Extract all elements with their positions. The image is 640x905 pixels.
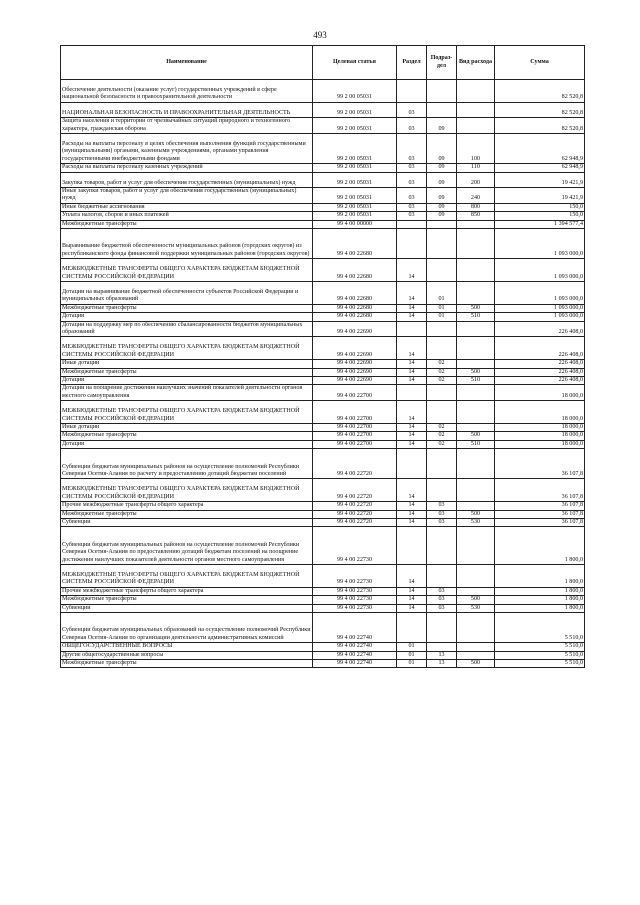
row-name: Межбюджетные трансферты (61, 596, 313, 604)
row-subsection: 03 (427, 510, 457, 518)
row-name: Прочие межбюджетные трансферты общего характера (61, 502, 313, 510)
row-expense-type: 500 (457, 432, 495, 440)
row-name: МЕЖБЮДЖЕТНЫЕ ТРАНСФЕРТЫ ОБЩЕГО ХАРАКТЕРА БЮДЖЕТАМ БЮДЖЕТНОЙ СИСТЕМЫ РОССИЙСКОЙ ФЕДЕРАЦИИ (61, 337, 313, 360)
row-article: 99 4 00 22680 (313, 282, 397, 305)
row-expense-type (457, 527, 495, 565)
table-body (61, 80, 585, 668)
row-subsection (427, 401, 457, 424)
row-section: 14 (397, 565, 427, 588)
row-expense-type (457, 321, 495, 337)
header-article: Целевая статья (313, 46, 397, 80)
row-article: 99 4 00 22690 (313, 368, 397, 376)
table-row (61, 502, 585, 510)
row-expense-type: 530 (457, 604, 495, 612)
row-section: 14 (397, 401, 427, 424)
row-section: 01 (397, 651, 427, 659)
row-expense-type: 510 (457, 377, 495, 385)
row-subsection: 02 (427, 377, 457, 385)
row-subsection (427, 449, 457, 479)
row-expense-type (457, 80, 495, 103)
row-name: Субвенции (61, 519, 313, 527)
row-expense-type: 500 (457, 368, 495, 376)
row-article: 99 4 00 22690 (313, 321, 397, 337)
row-article: 99 2 00 05031 (313, 172, 397, 187)
header-subsection: Подраз-дел (427, 46, 457, 80)
row-section (397, 527, 427, 565)
table-row (61, 203, 585, 211)
row-expense-type (457, 651, 495, 659)
row-section: 03 (397, 102, 427, 117)
row-article: 99 2 00 05031 (313, 80, 397, 103)
row-expense-type (457, 587, 495, 595)
row-subsection: 02 (427, 368, 457, 376)
table-row (61, 565, 585, 588)
row-expense-type: 500 (457, 510, 495, 518)
row-name: Межбюджетные трансферты (61, 510, 313, 518)
row-expense-type (457, 643, 495, 651)
table-row (61, 440, 585, 448)
row-amount: 5 510,0 (495, 643, 585, 651)
row-expense-type: 850 (457, 212, 495, 220)
row-amount: 1 800,0 (495, 604, 585, 612)
row-article: 99 4 00 22690 (313, 377, 397, 385)
row-subsection (427, 613, 457, 643)
row-section: 03 (397, 187, 427, 203)
row-amount: 18 000,0 (495, 385, 585, 401)
row-subsection: 01 (427, 282, 457, 305)
row-subsection: 03 (427, 502, 457, 510)
table-row (61, 134, 585, 164)
row-article: 99 2 00 05031 (313, 164, 397, 172)
row-amount: 1 800,0 (495, 587, 585, 595)
row-amount: 226 408,0 (495, 368, 585, 376)
row-amount: 150,0 (495, 203, 585, 211)
table-row (61, 313, 585, 321)
row-subsection: 09 (427, 187, 457, 203)
row-subsection: 03 (427, 596, 457, 604)
row-expense-type (457, 102, 495, 117)
row-section: 01 (397, 660, 427, 668)
row-name: НАЦИОНАЛЬНАЯ БЕЗОПАСНОСТЬ И ПРАВООХРАНИТЕЛЬНАЯ ДЕЯТЕЛЬНОСТЬ (61, 102, 313, 117)
budget-table (60, 45, 585, 668)
row-expense-type (457, 424, 495, 432)
row-name: Другие общегосударственные вопросы (61, 651, 313, 659)
row-expense-type (457, 502, 495, 510)
row-article: 99 4 00 22740 (313, 651, 397, 659)
row-expense-type (457, 565, 495, 588)
row-subsection: 09 (427, 134, 457, 164)
row-name: Субвенции бюджетам муниципальных районов на осуществление полномочий Республики Северная Осетия-Алания по расчету и предоставлению дотаций бюджетам поселений (61, 449, 313, 479)
row-expense-type (457, 360, 495, 368)
row-expense-type (457, 282, 495, 305)
row-section: 14 (397, 282, 427, 305)
row-subsection (427, 102, 457, 117)
row-amount: 19 421,9 (495, 187, 585, 203)
row-section: 14 (397, 510, 427, 518)
row-section (397, 385, 427, 401)
row-name: Дотации на поддержку мер по обеспечению сбалансированности бюджетов муниципальных образований (61, 321, 313, 337)
row-subsection: 02 (427, 432, 457, 440)
row-section: 14 (397, 604, 427, 612)
row-name: Межбюджетные трансферты (61, 432, 313, 440)
row-subsection: 09 (427, 164, 457, 172)
row-article: 99 4 00 22720 (313, 502, 397, 510)
row-name: ОБЩЕГОСУДАРСТВЕННЫЕ ВОПРОСЫ (61, 643, 313, 651)
row-expense-type: 530 (457, 519, 495, 527)
row-name: Защита населения и территории от чрезвычайных ситуаций природного и техногенного характера, гражданская оборона (61, 118, 313, 134)
table-row (61, 643, 585, 651)
row-subsection: 03 (427, 587, 457, 595)
row-amount: 62 948,9 (495, 164, 585, 172)
row-article: 99 4 00 22720 (313, 510, 397, 518)
row-amount: 1 093 000,0 (495, 259, 585, 282)
table-row (61, 172, 585, 187)
row-subsection (427, 385, 457, 401)
row-expense-type (457, 385, 495, 401)
row-amount: 150,0 (495, 212, 585, 220)
row-section (397, 80, 427, 103)
row-article: 99 4 00 22730 (313, 604, 397, 612)
row-section: 14 (397, 479, 427, 502)
row-expense-type (457, 337, 495, 360)
row-article: 99 4 00 22730 (313, 587, 397, 595)
row-subsection: 03 (427, 519, 457, 527)
table-row (61, 212, 585, 220)
row-subsection: 02 (427, 360, 457, 368)
row-name: МЕЖБЮДЖЕТНЫЕ ТРАНСФЕРТЫ ОБЩЕГО ХАРАКТЕРА БЮДЖЕТАМ БЮДЖЕТНОЙ СИСТЕМЫ РОССИЙСКОЙ ФЕДЕРАЦИИ (61, 401, 313, 424)
row-expense-type: 240 (457, 187, 495, 203)
row-name: Расходы на выплаты персоналу в целях обеспечения выполнения функций государственными (муниципальными) органами, казенными учреждениями, органами управления государственными внебюджетными фондами (61, 134, 313, 164)
row-amount: 1 093 000,0 (495, 304, 585, 312)
row-amount: 1 800,0 (495, 596, 585, 604)
row-name: Дотации на поощрение достижения наилучших значений показателей деятельности органов местного самоуправления (61, 385, 313, 401)
table-row (61, 401, 585, 424)
table-row (61, 187, 585, 203)
row-amount: 5 510,0 (495, 660, 585, 668)
row-article: 99 4 00 22700 (313, 424, 397, 432)
header-expense-type: Вид расхода (457, 46, 495, 80)
row-article: 99 2 00 05031 (313, 102, 397, 117)
table-row (61, 368, 585, 376)
row-expense-type (457, 479, 495, 502)
row-amount: 82 520,8 (495, 118, 585, 134)
row-article: 99 4 00 22730 (313, 565, 397, 588)
row-amount: 18 000,0 (495, 424, 585, 432)
row-subsection (427, 259, 457, 282)
row-article: 99 4 00 22700 (313, 401, 397, 424)
row-expense-type (457, 449, 495, 479)
table-row (61, 613, 585, 643)
row-name: Обеспечение деятельности (оказание услуг) государственных учреждений в сфере национальной безопасности и правоохранительной деятельности (61, 80, 313, 103)
row-amount: 5 510,0 (495, 613, 585, 643)
row-expense-type: 800 (457, 203, 495, 211)
row-section: 14 (397, 502, 427, 510)
row-name: Прочие межбюджетные трансферты общего характера (61, 587, 313, 595)
row-amount: 1 093 000,0 (495, 313, 585, 321)
table-row (61, 321, 585, 337)
header-section: Раздел (397, 46, 427, 80)
row-amount: 226 408,0 (495, 360, 585, 368)
row-section: 14 (397, 440, 427, 448)
row-name: Дотации на выравнивание бюджетной обеспеченности субъектов Российской Федерации и муниципальных образований (61, 282, 313, 305)
row-article: 99 4 00 22700 (313, 385, 397, 401)
table-row (61, 80, 585, 103)
row-section: 03 (397, 164, 427, 172)
row-name: МЕЖБЮДЖЕТНЫЕ ТРАНСФЕРТЫ ОБЩЕГО ХАРАКТЕРА БЮДЖЕТАМ БЮДЖЕТНОЙ СИСТЕМЫ РОССИЙСКОЙ ФЕДЕРАЦИИ (61, 259, 313, 282)
row-expense-type (457, 118, 495, 134)
row-section: 03 (397, 172, 427, 187)
row-article: 99 4 00 00000 (313, 220, 397, 228)
row-article: 99 4 00 22690 (313, 360, 397, 368)
row-section: 14 (397, 587, 427, 595)
row-section: 14 (397, 596, 427, 604)
row-expense-type (457, 259, 495, 282)
row-article: 99 2 00 05031 (313, 203, 397, 211)
row-article: 99 4 00 22740 (313, 643, 397, 651)
row-amount: 226 408,0 (495, 377, 585, 385)
row-article: 99 4 00 22730 (313, 596, 397, 604)
row-article: 99 4 00 22700 (313, 432, 397, 440)
table-row (61, 651, 585, 659)
row-expense-type (457, 613, 495, 643)
row-article: 99 4 00 22680 (313, 229, 397, 259)
row-subsection: 09 (427, 118, 457, 134)
row-article: 99 4 00 22700 (313, 440, 397, 448)
row-expense-type: 500 (457, 660, 495, 668)
row-expense-type: 510 (457, 313, 495, 321)
table-row (61, 164, 585, 172)
row-article: 99 4 00 22680 (313, 259, 397, 282)
row-subsection (427, 80, 457, 103)
row-section: 03 (397, 203, 427, 211)
row-article: 99 2 00 05031 (313, 118, 397, 134)
row-expense-type: 500 (457, 304, 495, 312)
row-section: 14 (397, 368, 427, 376)
row-expense-type: 110 (457, 164, 495, 172)
table-row (61, 385, 585, 401)
row-article: 99 4 00 22720 (313, 449, 397, 479)
row-expense-type: 200 (457, 172, 495, 187)
row-amount: 1 800,0 (495, 527, 585, 565)
row-amount: 36 107,8 (495, 502, 585, 510)
row-article: 99 4 00 22720 (313, 479, 397, 502)
table-header-row (61, 46, 585, 80)
row-expense-type: 100 (457, 134, 495, 164)
table-row (61, 587, 585, 595)
row-expense-type: 500 (457, 596, 495, 604)
row-amount: 1 394 577,4 (495, 220, 585, 228)
row-article: 99 4 00 22740 (313, 660, 397, 668)
row-name: Иные дотации (61, 360, 313, 368)
header-name: Наименование (61, 46, 313, 80)
row-subsection: 09 (427, 172, 457, 187)
row-amount: 1 093 000,0 (495, 229, 585, 259)
row-subsection (427, 643, 457, 651)
table-row (61, 259, 585, 282)
row-amount: 226 408,0 (495, 337, 585, 360)
row-amount: 18 000,0 (495, 401, 585, 424)
row-amount: 36 107,8 (495, 510, 585, 518)
row-name: Закупка товаров, работ и услуг для обеспечения государственных (муниципальных) нужд (61, 172, 313, 187)
row-subsection (427, 220, 457, 228)
table-row (61, 229, 585, 259)
row-article: 99 4 00 22730 (313, 527, 397, 565)
row-amount: 18 000,0 (495, 432, 585, 440)
row-article: 99 4 00 22680 (313, 304, 397, 312)
row-section: 14 (397, 259, 427, 282)
row-subsection (427, 479, 457, 502)
row-subsection (427, 321, 457, 337)
row-expense-type (457, 401, 495, 424)
row-amount: 36 107,8 (495, 519, 585, 527)
table-row (61, 360, 585, 368)
row-section: 14 (397, 424, 427, 432)
row-section: 14 (397, 304, 427, 312)
row-article: 99 4 00 22690 (313, 337, 397, 360)
row-amount: 1 800,0 (495, 565, 585, 588)
row-subsection: 02 (427, 424, 457, 432)
row-section: 14 (397, 432, 427, 440)
row-amount: 1 093 000,0 (495, 282, 585, 305)
row-subsection: 01 (427, 313, 457, 321)
row-name: Межбюджетные трансферты (61, 220, 313, 228)
table-row (61, 527, 585, 565)
table-row (61, 220, 585, 228)
row-subsection: 02 (427, 440, 457, 448)
row-amount: 62 948,9 (495, 134, 585, 164)
table-row (61, 660, 585, 668)
row-name: Иные закупки товаров, работ и услуг для обеспечения государственных (муниципальных) нужд (61, 187, 313, 203)
table-row (61, 596, 585, 604)
row-article: 99 2 00 05031 (313, 134, 397, 164)
row-expense-type (457, 229, 495, 259)
page-number: 493 (313, 30, 327, 40)
row-name: Межбюджетные трансферты (61, 368, 313, 376)
row-article: 99 2 00 05031 (313, 212, 397, 220)
row-amount: 36 107,8 (495, 479, 585, 502)
row-amount: 82 520,8 (495, 80, 585, 103)
row-name: Межбюджетные трансферты (61, 304, 313, 312)
row-name: Межбюджетные трансферты (61, 660, 313, 668)
row-section (397, 449, 427, 479)
table-row (61, 102, 585, 117)
row-name: МЕЖБЮДЖЕТНЫЕ ТРАНСФЕРТЫ ОБЩЕГО ХАРАКТЕРА БЮДЖЕТАМ БЮДЖЕТНОЙ СИСТЕМЫ РОССИЙСКОЙ ФЕДЕРАЦИИ (61, 479, 313, 502)
row-name: Расходы на выплаты персоналу казенных учреждений (61, 164, 313, 172)
table-row (61, 510, 585, 518)
row-name: Иные бюджетные ассигнования (61, 203, 313, 211)
row-subsection (427, 565, 457, 588)
table-row (61, 304, 585, 312)
table-row (61, 424, 585, 432)
row-section: 14 (397, 377, 427, 385)
row-name: МЕЖБЮДЖЕТНЫЕ ТРАНСФЕРТЫ ОБЩЕГО ХАРАКТЕРА БЮДЖЕТАМ БЮДЖЕТНОЙ СИСТЕМЫ РОССИЙСКОЙ ФЕДЕРАЦИИ (61, 565, 313, 588)
row-amount: 82 520,8 (495, 102, 585, 117)
table-row (61, 479, 585, 502)
row-subsection (427, 229, 457, 259)
row-name: Субвенции бюджетам муниципальных образований на осуществление полномочий Республики Северная Осетия-Алания по организации деятельности административных комиссий (61, 613, 313, 643)
row-name: Дотации (61, 377, 313, 385)
row-section (397, 229, 427, 259)
table-row (61, 337, 585, 360)
row-amount: 36 107,8 (495, 449, 585, 479)
header-amount: Сумма (495, 46, 585, 80)
row-article: 99 4 00 22740 (313, 613, 397, 643)
row-section: 01 (397, 643, 427, 651)
row-expense-type (457, 220, 495, 228)
row-amount: 18 000,0 (495, 440, 585, 448)
row-section (397, 321, 427, 337)
row-section: 03 (397, 118, 427, 134)
row-article: 99 2 00 05031 (313, 187, 397, 203)
row-name: Субвенции (61, 604, 313, 612)
table-row (61, 282, 585, 305)
row-section: 03 (397, 212, 427, 220)
table-row (61, 519, 585, 527)
row-name: Выравнивание бюджетной обеспеченности муниципальных районов (городских округов) из республиканского фонда финансовой поддержки муниципальных районов (городских округов) (61, 229, 313, 259)
row-article: 99 4 00 22680 (313, 313, 397, 321)
row-section: 14 (397, 313, 427, 321)
row-subsection (427, 337, 457, 360)
row-name: Субвенции бюджетам муниципальных районов на осуществление полномочий Республики Северная Осетия-Алания по предоставлению дотаций бюджетам поселений на поощрение достижения наилучших показателей деятельности органов местного самоуправления (61, 527, 313, 565)
row-article: 99 4 00 22720 (313, 519, 397, 527)
row-amount: 19 421,9 (495, 172, 585, 187)
row-subsection: 01 (427, 304, 457, 312)
table-row (61, 432, 585, 440)
row-subsection: 03 (427, 604, 457, 612)
row-name: Уплата налогов, сборов и иных платежей (61, 212, 313, 220)
row-amount: 226 408,0 (495, 321, 585, 337)
row-subsection: 13 (427, 651, 457, 659)
row-subsection: 13 (427, 660, 457, 668)
row-name: Дотации (61, 440, 313, 448)
row-name: Дотации (61, 313, 313, 321)
table-row (61, 604, 585, 612)
row-subsection: 09 (427, 203, 457, 211)
row-expense-type: 510 (457, 440, 495, 448)
table-row (61, 118, 585, 134)
table-row (61, 449, 585, 479)
row-subsection (427, 527, 457, 565)
row-subsection: 09 (427, 212, 457, 220)
row-name: Иные дотации (61, 424, 313, 432)
row-section: 14 (397, 360, 427, 368)
row-amount: 5 510,0 (495, 651, 585, 659)
row-section (397, 220, 427, 228)
table-row (61, 377, 585, 385)
row-section: 03 (397, 134, 427, 164)
row-section: 14 (397, 519, 427, 527)
row-section (397, 613, 427, 643)
row-section: 14 (397, 337, 427, 360)
